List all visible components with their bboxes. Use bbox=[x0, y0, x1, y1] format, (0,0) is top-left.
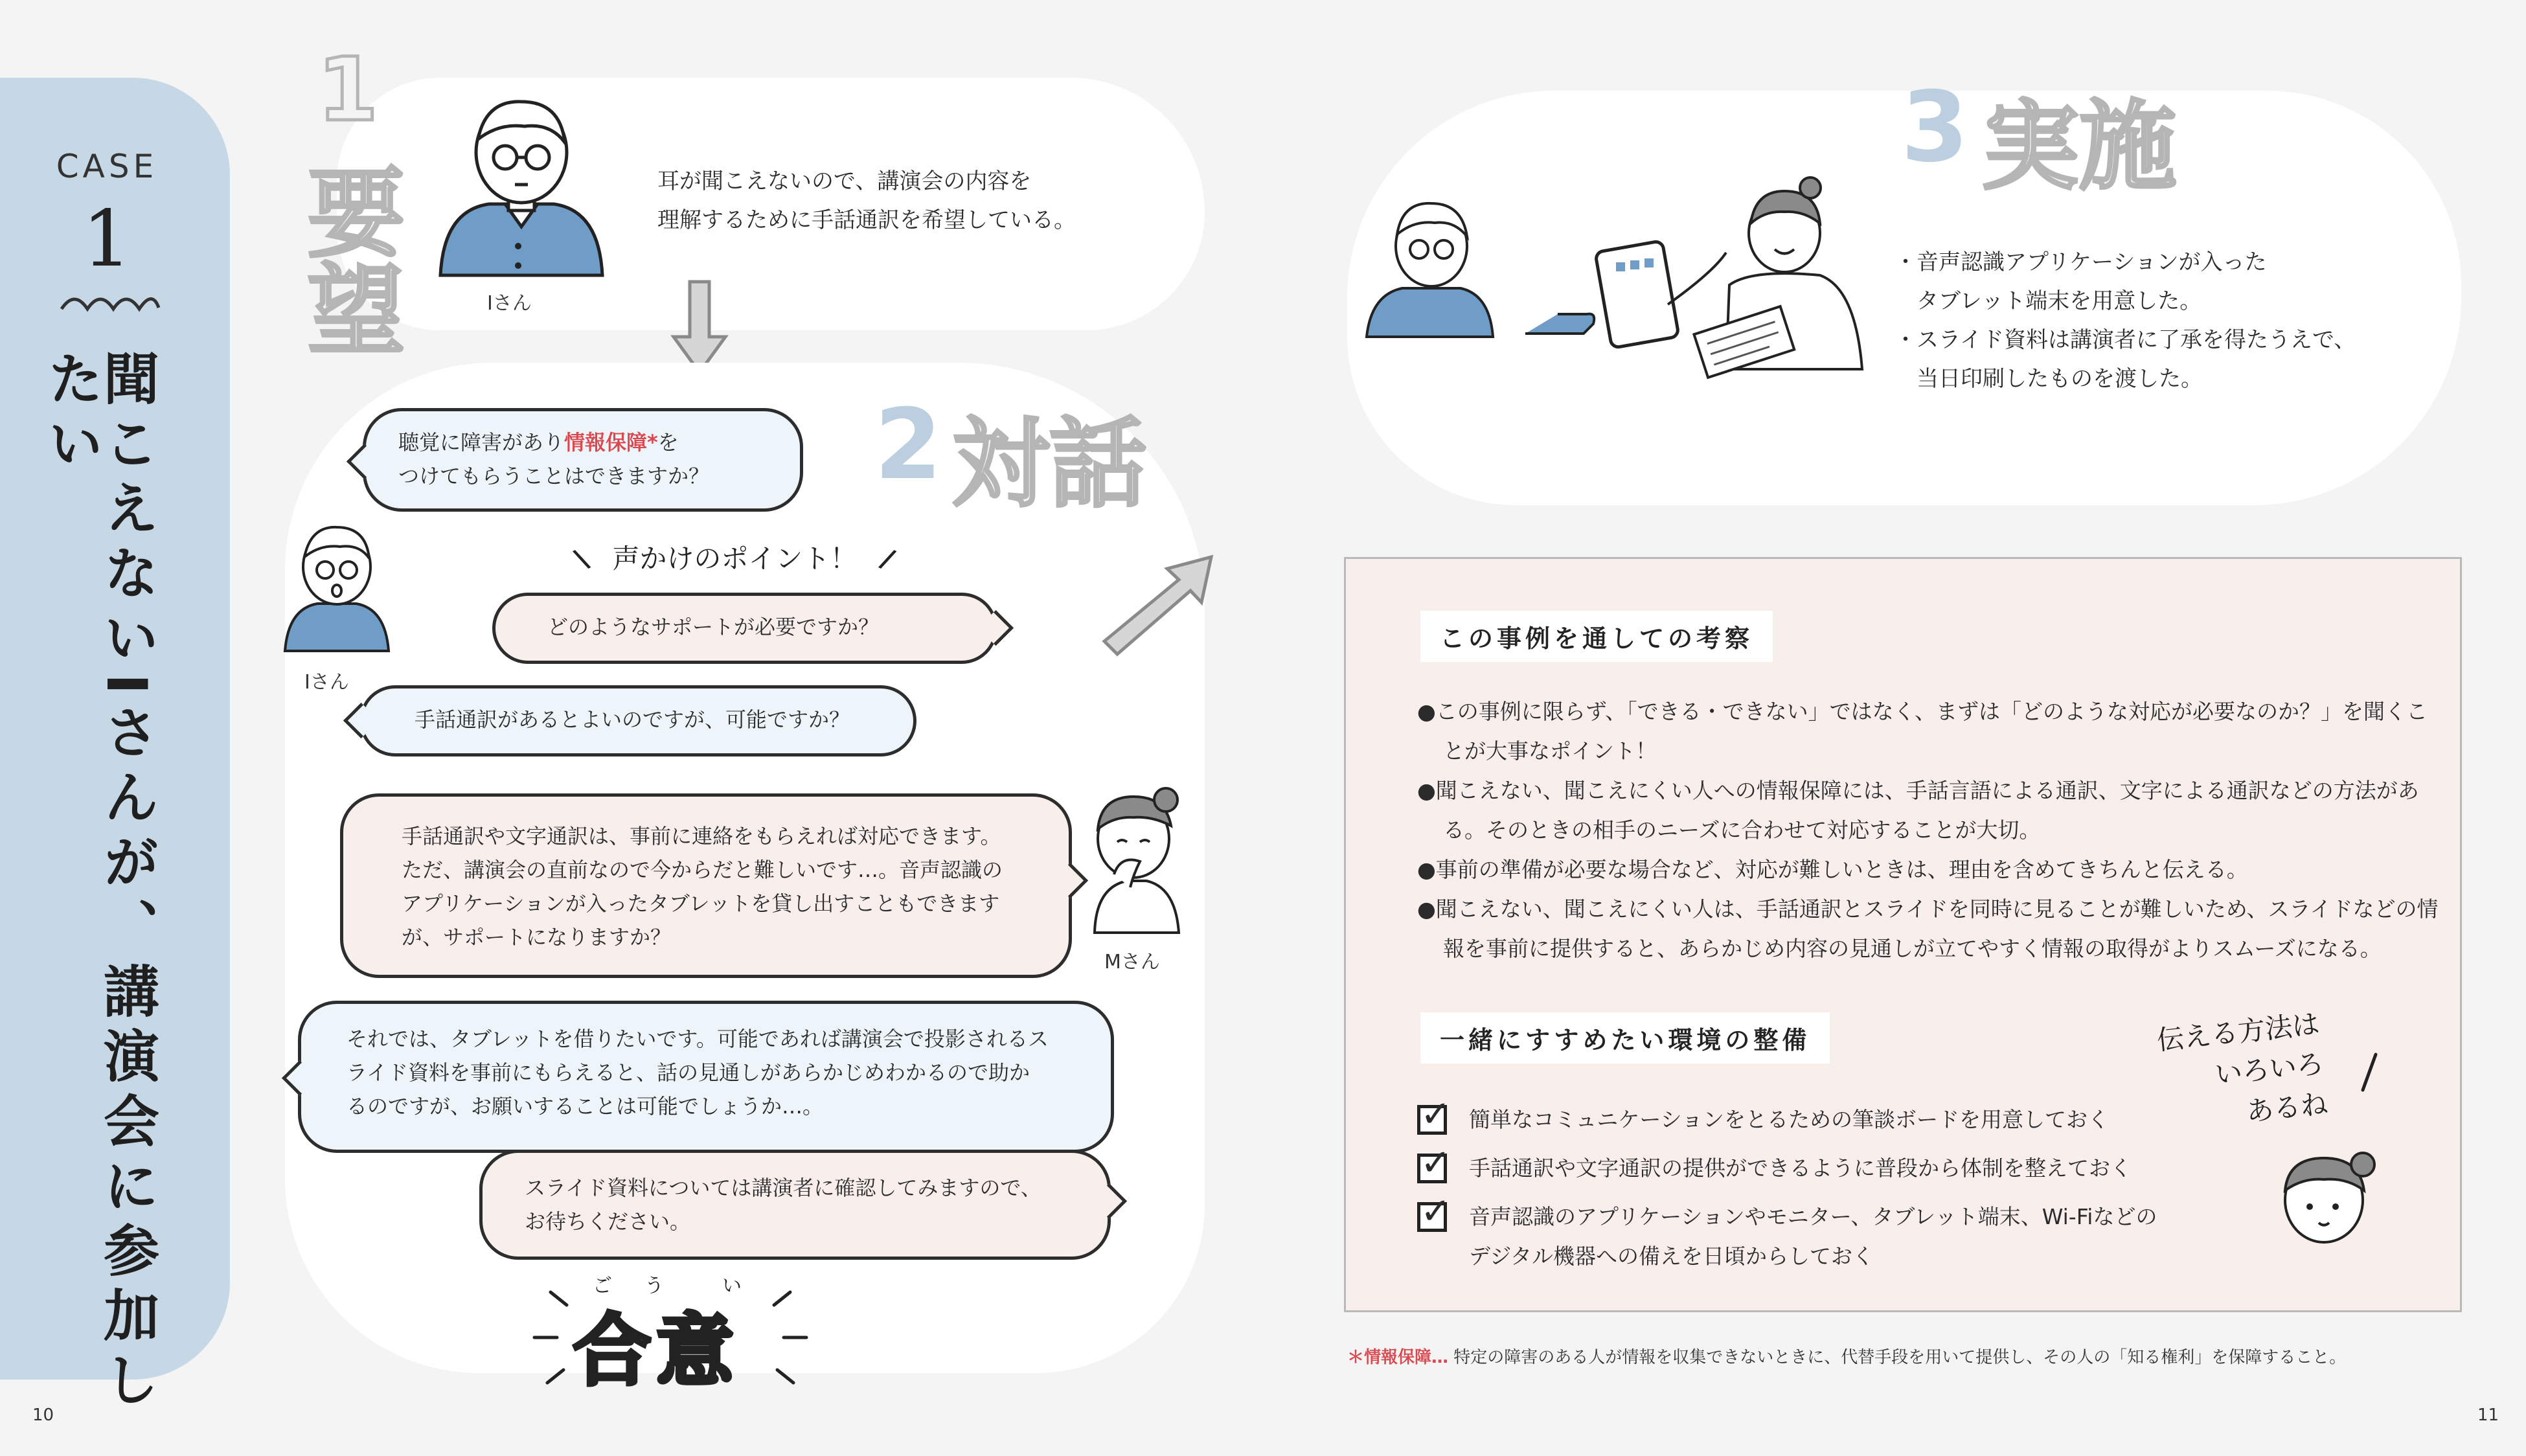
footnote-text: 特定の障害のある人が情報を収集できないときに、代替手段を用いて提供し、その人の「知る権利」を保障すること。 bbox=[1453, 1348, 2347, 1367]
agreement-word: 合意 bbox=[573, 1306, 739, 1396]
tip-label-text: 声かけのポイント！ bbox=[612, 543, 858, 574]
case-number: 1 bbox=[82, 194, 132, 284]
checkbox-checked-icon bbox=[1417, 1190, 1451, 1233]
checklist-item-2-text: 手話通訳や文字通訳の提供ができるように普段から体制を整えておく bbox=[1469, 1155, 2132, 1181]
request-line-2: 理解するために手話通訳を希望している。 bbox=[657, 207, 1076, 233]
step1-word: 要望 bbox=[291, 162, 404, 356]
scallop-decoration-icon bbox=[58, 288, 162, 314]
person-i-illustration-icon bbox=[427, 87, 615, 282]
step1-number: 1 bbox=[317, 39, 378, 141]
request-line-1: 耳が聞こえないので、講演会の内容を bbox=[657, 168, 1032, 194]
bubble2-text: どのようなサポートが必要ですか？ bbox=[547, 615, 880, 639]
step3-word: 実施 bbox=[1982, 91, 2177, 203]
ruby-u: う bbox=[644, 1275, 664, 1297]
bubble3-text: 手話通訳があるとよいのですが、可能ですか？ bbox=[415, 707, 850, 732]
consideration-item-3: ●事前の準備が必要な場合など、対応が難しいときは、理由を含めてきちんと伝える。 bbox=[1417, 857, 2248, 882]
tip-label: \ 声かけのポイント！ / bbox=[570, 542, 900, 575]
checkbox-checked-icon bbox=[1417, 1093, 1451, 1135]
consideration-list bbox=[1417, 692, 2441, 968]
bubble4-line-2: ただ、講演会の直前なので今からだと難しいです…。音声認識の bbox=[402, 858, 1003, 882]
bubble4-line-3: アプリケーションが入ったタブレットを貸し出すこともできます bbox=[402, 891, 1000, 916]
consideration-item-4: ●聞こえない、聞こえにくい人は、手話通訳とスライドを同時に見ることが難しいため、スライドなどの情報を事前に提供すると、あらかじめ内容の見通しが立てやすく情報の取得がよりスムーズになる。 bbox=[1417, 896, 2439, 961]
request-text bbox=[657, 162, 1076, 240]
bubble6-line-1: スライド資料については講演者に確認してみますので、 bbox=[525, 1176, 1041, 1200]
bubble4-line-1: 手話通訳や文字通訳は、事前に連絡をもらえれば対応できます。 bbox=[402, 824, 1001, 848]
handwritten-line-1: 伝える方法は bbox=[2155, 1007, 2321, 1056]
ruby-i: い bbox=[722, 1275, 742, 1297]
handwritten-note bbox=[2150, 1004, 2330, 1141]
bubble1-before: 聴覚に障害があり bbox=[398, 430, 565, 455]
bubble1-after: を bbox=[657, 430, 679, 455]
up-right-arrow-icon bbox=[1095, 551, 1218, 661]
step2-word: 対話 bbox=[952, 408, 1147, 521]
bubble1-line2: つけてもらうことはできますか？ bbox=[398, 464, 710, 488]
check-mark: ✓ bbox=[1420, 1190, 1451, 1233]
speech-bubble-request-info-support bbox=[363, 408, 803, 512]
page-number-left: 10 bbox=[32, 1405, 54, 1425]
bubble5-line-1: それでは、タブレットを借りたいです。可能であれば講演会で投影されるス bbox=[347, 1027, 1049, 1051]
checklist-item-3-line-1: 音声認識のアプリケーションやモニター、タブレット端末、Wi-Fiなどの bbox=[1469, 1204, 2157, 1229]
case-label: CASE bbox=[56, 148, 158, 185]
bubble1-highlight: 情報保障* bbox=[564, 430, 658, 455]
person-m-illustration-icon bbox=[1069, 777, 1198, 939]
implementation-list bbox=[1894, 243, 2356, 398]
implementation-item-2-line-1: ・スライド資料は講演者に了承を得たうえで、 bbox=[1894, 327, 2356, 353]
person-i-caption: Iさん bbox=[487, 292, 532, 315]
handwritten-line-2: いろいろ bbox=[2213, 1047, 2325, 1091]
handwritten-line-3: あるね bbox=[2244, 1087, 2330, 1128]
checkbox-checked-icon bbox=[1417, 1142, 1451, 1184]
consideration-heading: この事例を通しての考察 bbox=[1420, 611, 1773, 662]
emphasis-lines-icon bbox=[528, 1273, 813, 1402]
speech-bubble-tablet-request bbox=[298, 1001, 1114, 1153]
case-title: 聞こえないIさんが、講演会に参加したい bbox=[38, 350, 159, 1416]
bubble4-line-4: が、サポートになりますか？ bbox=[402, 925, 672, 950]
check-mark: ✓ bbox=[1420, 1093, 1451, 1135]
speech-bubble-sign-language bbox=[359, 685, 916, 756]
person-m-face-illustration-icon bbox=[2266, 1129, 2395, 1252]
step3-number: 3 bbox=[1901, 71, 1969, 184]
consideration-item-1: ●この事例に限らず、「できる・できない」ではなく、まずは「どのような対応が必要なのか？」を聞くことが大事なポイント！ bbox=[1417, 699, 2428, 764]
step2-number: 2 bbox=[874, 389, 942, 501]
i-small-caption: Iさん bbox=[304, 671, 349, 694]
tablet-handover-illustration-icon bbox=[1363, 175, 1869, 382]
speech-bubble-interpretation-reply bbox=[340, 793, 1072, 978]
bubble5-line-3: るのですが、お願いすることは可能でしょうか…。 bbox=[347, 1094, 824, 1119]
speech-bubble-slides-confirm bbox=[479, 1150, 1111, 1260]
page-number-right: 11 bbox=[2477, 1405, 2499, 1425]
implementation-item-1-line-1: ・音声認識アプリケーションが入った bbox=[1894, 249, 2267, 275]
consideration-item-2: ●聞こえない、聞こえにくい人への情報保障には、手話言語による通訳、文字による通訳などの方法がある。そのときの相手のニーズに合わせて対応することが大切。 bbox=[1417, 778, 2419, 843]
check-mark: ✓ bbox=[1420, 1142, 1451, 1184]
bubble6-line-2: お待ちください。 bbox=[525, 1209, 691, 1234]
speech-bubble-what-support bbox=[492, 593, 997, 664]
down-arrow-icon bbox=[670, 279, 729, 376]
checklist-item-3-line-2: デジタル機器への備えを日頃からしておく bbox=[1469, 1244, 1874, 1269]
implementation-item-2-line-2: 当日印刷したものを渡した。 bbox=[1894, 366, 2203, 392]
ruby-go: ご bbox=[593, 1275, 612, 1297]
implementation-item-1-line-2: タブレット端末を用意した。 bbox=[1894, 288, 2202, 314]
m-caption: Mさん bbox=[1104, 951, 1160, 973]
consideration-box bbox=[1344, 557, 2462, 1312]
environment-heading: 一緒にすすめたい環境の整備 bbox=[1420, 1012, 1830, 1064]
person-i-small-illustration-icon bbox=[275, 518, 398, 654]
checklist-item-1-text: 簡単なコミュニケーションをとるための筆談ボードを用意しておく bbox=[1469, 1107, 2110, 1132]
bubble5-line-2: ライド資料を事前にもらえると、話の見通しがあらかじめわかるので助か bbox=[347, 1060, 1030, 1085]
emphasis-dash-icon bbox=[2356, 1051, 2382, 1097]
footnote bbox=[1347, 1344, 2346, 1368]
footnote-term: ＊情報保障… bbox=[1347, 1348, 1449, 1367]
